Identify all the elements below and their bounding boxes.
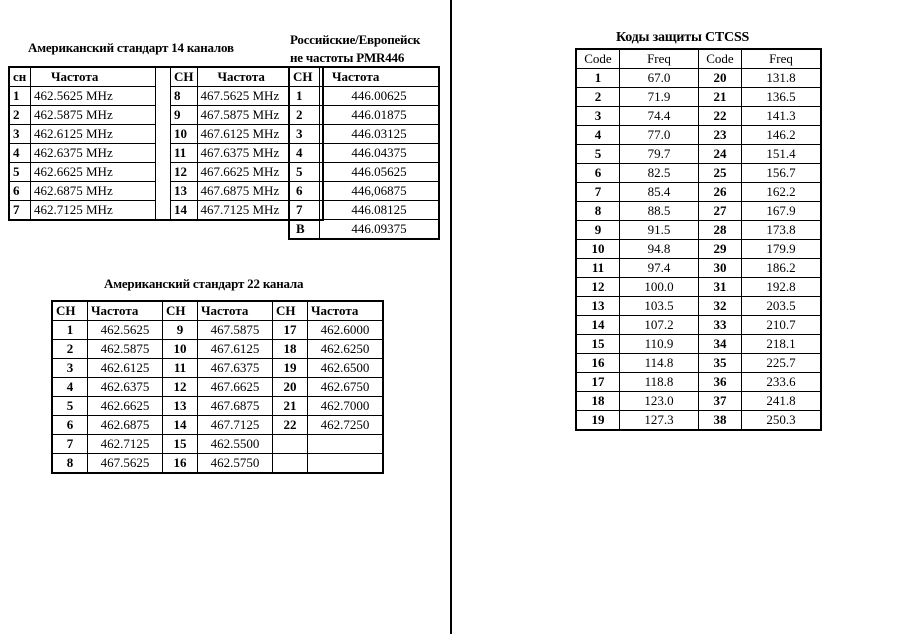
table-header-row (9, 67, 323, 87)
channel-cell: 5 (52, 397, 88, 416)
table-row (576, 69, 821, 88)
table-row (576, 183, 821, 202)
pmr-table (288, 66, 440, 240)
frequency-cell: 446,06875 (320, 182, 440, 201)
frequency-cell: 167.9 (742, 202, 822, 221)
code-cell: 31 (699, 278, 742, 297)
channel-cell: 12 (171, 163, 198, 182)
table-row (52, 321, 383, 340)
table-row (52, 435, 383, 454)
frequency-cell: 462.6125 (88, 359, 163, 378)
frequency-cell: 94.8 (620, 240, 699, 259)
frequency-cell: 118.8 (620, 373, 699, 392)
frequency-cell: 446.05625 (320, 163, 440, 182)
code-cell: 32 (699, 297, 742, 316)
frequency-cell: 446.09375 (320, 220, 440, 240)
channel-cell: 13 (163, 397, 198, 416)
frequency-cell: 136.5 (742, 88, 822, 107)
header-freq: Частота (88, 301, 163, 321)
frequency-cell: 77.0 (620, 126, 699, 145)
header-freq: Частота (198, 301, 273, 321)
frequency-cell: 192.8 (742, 278, 822, 297)
table-row (576, 145, 821, 164)
frequency-cell: 186.2 (742, 259, 822, 278)
channel-cell: 19 (273, 359, 308, 378)
frequency-cell: 467.7125 MHz (197, 201, 323, 221)
code-cell: 36 (699, 373, 742, 392)
channel-cell: 1 (9, 87, 31, 106)
frequency-cell: 462.6375 MHz (31, 144, 156, 163)
frequency-cell: 446.04375 (320, 144, 440, 163)
frequency-cell: 462.6875 MHz (31, 182, 156, 201)
frequency-cell: 467.6875 MHz (197, 182, 323, 201)
frequency-cell: 462.6375 (88, 378, 163, 397)
frequency-cell: 467.6375 (198, 359, 273, 378)
code-cell: 14 (576, 316, 620, 335)
code-cell: 29 (699, 240, 742, 259)
code-cell: 3 (576, 107, 620, 126)
us14-title: Американский стандарт 14 каналов (28, 40, 234, 55)
frequency-cell: 233.6 (742, 373, 822, 392)
channel-cell: 20 (273, 378, 308, 397)
frequency-cell: 97.4 (620, 259, 699, 278)
code-cell: 21 (699, 88, 742, 107)
channel-cell: 5 (9, 163, 31, 182)
code-cell: 12 (576, 278, 620, 297)
ctcss-title: Коды защиты CTCSS (616, 30, 750, 45)
frequency-cell: 467.6375 MHz (197, 144, 323, 163)
code-cell: 30 (699, 259, 742, 278)
channel-cell: 1 (52, 321, 88, 340)
channel-cell (273, 435, 308, 454)
channel-cell: 11 (171, 144, 198, 163)
channel-cell: 10 (171, 125, 198, 144)
frequency-cell: 156.7 (742, 164, 822, 183)
table-row (289, 144, 439, 163)
frequency-cell: 462.5500 (198, 435, 273, 454)
code-cell: 2 (576, 88, 620, 107)
code-cell: 27 (699, 202, 742, 221)
frequency-cell: 123.0 (620, 392, 699, 411)
channel-cell: 4 (52, 378, 88, 397)
channel-cell: 8 (52, 454, 88, 474)
header-freq: Частота (320, 67, 440, 87)
table-row (9, 201, 323, 221)
channel-cell: 3 (289, 125, 320, 144)
channel-cell: 10 (163, 340, 198, 359)
channel-cell: 21 (273, 397, 308, 416)
channel-cell: 18 (273, 340, 308, 359)
code-cell: 7 (576, 183, 620, 202)
code-cell: 13 (576, 297, 620, 316)
frequency-cell: 446.00625 (320, 87, 440, 106)
code-cell: 18 (576, 392, 620, 411)
channel-cell: 3 (52, 359, 88, 378)
channel-cell: 3 (9, 125, 31, 144)
header-freq: Частота (197, 67, 323, 87)
channel-cell: 12 (163, 378, 198, 397)
header-freq: Freq (742, 49, 822, 69)
channel-cell: 1 (289, 87, 320, 106)
channel-cell: 6 (289, 182, 320, 201)
frequency-cell: 467.6875 (198, 397, 273, 416)
frequency-cell: 462.6125 MHz (31, 125, 156, 144)
frequency-cell: 462.6000 (308, 321, 384, 340)
channel-cell: В (289, 220, 320, 240)
table-header-row (52, 301, 383, 321)
channel-cell: 9 (163, 321, 198, 340)
frequency-cell: 462.7250 (308, 416, 384, 435)
pmr-title-line1: Российские/Европейск (290, 32, 421, 47)
table-row (9, 182, 323, 201)
code-cell: 37 (699, 392, 742, 411)
frequency-cell: 462.5875 MHz (31, 106, 156, 125)
table-row (289, 201, 439, 220)
us22-table (51, 300, 384, 474)
code-cell: 24 (699, 145, 742, 164)
gap-cell (156, 125, 171, 144)
frequency-cell: 250.3 (742, 411, 822, 431)
code-cell: 28 (699, 221, 742, 240)
header-freq: Freq (620, 49, 699, 69)
channel-cell: 17 (273, 321, 308, 340)
channel-cell: 8 (171, 87, 198, 106)
channel-cell: 2 (52, 340, 88, 359)
gap-cell (156, 87, 171, 106)
table-row (576, 107, 821, 126)
table-row (289, 163, 439, 182)
frequency-cell: 146.2 (742, 126, 822, 145)
table-row (576, 240, 821, 259)
table-row (576, 392, 821, 411)
channel-cell: 6 (52, 416, 88, 435)
channel-cell: 13 (171, 182, 198, 201)
frequency-cell: 462.6625 (88, 397, 163, 416)
frequency-cell: 91.5 (620, 221, 699, 240)
table-header-row (289, 67, 439, 87)
frequency-cell: 88.5 (620, 202, 699, 221)
table-row (9, 87, 323, 106)
frequency-cell: 162.2 (742, 183, 822, 202)
code-cell: 22 (699, 107, 742, 126)
frequency-cell: 467.6125 (198, 340, 273, 359)
code-cell: 38 (699, 411, 742, 431)
table-row (9, 106, 323, 125)
table-row (576, 373, 821, 392)
frequency-cell: 141.3 (742, 107, 822, 126)
code-cell: 8 (576, 202, 620, 221)
frequency-cell: 446.08125 (320, 201, 440, 220)
table-row (576, 278, 821, 297)
table-row (289, 182, 439, 201)
table-row (289, 125, 439, 144)
frequency-cell: 462.6875 (88, 416, 163, 435)
table-row (52, 397, 383, 416)
gap-cell (156, 163, 171, 182)
code-cell: 34 (699, 335, 742, 354)
frequency-cell: 67.0 (620, 69, 699, 88)
channel-cell: 5 (289, 163, 320, 182)
channel-cell: 2 (9, 106, 31, 125)
code-cell: 15 (576, 335, 620, 354)
header-ch: СН (171, 67, 198, 87)
frequency-cell: 462.6500 (308, 359, 384, 378)
gap-cell (156, 144, 171, 163)
frequency-cell: 173.8 (742, 221, 822, 240)
table-row (576, 297, 821, 316)
code-cell: 26 (699, 183, 742, 202)
frequency-cell: 100.0 (620, 278, 699, 297)
table-row (576, 88, 821, 107)
gap-cell (156, 182, 171, 201)
channel-cell: 7 (289, 201, 320, 220)
table-row (52, 416, 383, 435)
channel-cell (273, 454, 308, 474)
channel-cell: 14 (171, 201, 198, 221)
frequency-cell: 462.7125 MHz (31, 201, 156, 221)
code-cell: 6 (576, 164, 620, 183)
frequency-cell: 241.8 (742, 392, 822, 411)
header-ch: СН (273, 301, 308, 321)
frequency-cell: 467.5625 (88, 454, 163, 474)
frequency-cell: 467.6625 MHz (197, 163, 323, 182)
table-row (576, 164, 821, 183)
frequency-cell: 210.7 (742, 316, 822, 335)
table-header-row (576, 49, 821, 69)
channel-cell: 7 (52, 435, 88, 454)
header-freq: Частота (308, 301, 384, 321)
frequency-cell: 225.7 (742, 354, 822, 373)
frequency-cell: 151.4 (742, 145, 822, 164)
header-ch: сн (9, 67, 31, 87)
table-row (9, 125, 323, 144)
code-cell: 25 (699, 164, 742, 183)
code-cell: 9 (576, 221, 620, 240)
table-row (576, 221, 821, 240)
code-cell: 11 (576, 259, 620, 278)
channel-cell: 16 (163, 454, 198, 474)
table-row (52, 340, 383, 359)
header-ch: СН (163, 301, 198, 321)
channel-cell: 9 (171, 106, 198, 125)
frequency-cell: 462.6750 (308, 378, 384, 397)
table-row (576, 411, 821, 431)
code-cell: 33 (699, 316, 742, 335)
frequency-cell: 203.5 (742, 297, 822, 316)
frequency-cell: 446.03125 (320, 125, 440, 144)
frequency-cell (308, 435, 384, 454)
table-row (576, 354, 821, 373)
header-code: Code (576, 49, 620, 69)
table-row (9, 144, 323, 163)
pmr-title-line2: не частоты PMR446 (290, 50, 405, 65)
code-cell: 23 (699, 126, 742, 145)
frequency-cell: 82.5 (620, 164, 699, 183)
code-cell: 5 (576, 145, 620, 164)
header-ch: СН (289, 67, 320, 87)
channel-cell: 6 (9, 182, 31, 201)
frequency-cell: 127.3 (620, 411, 699, 431)
channel-cell: 4 (9, 144, 31, 163)
gap-cell (156, 106, 171, 125)
code-cell: 16 (576, 354, 620, 373)
table-row (289, 87, 439, 106)
header-freq: Частота (31, 67, 156, 87)
us22-title: Американский стандарт 22 канала (104, 276, 304, 291)
table-row (576, 259, 821, 278)
frequency-cell: 462.5625 (88, 321, 163, 340)
code-cell: 4 (576, 126, 620, 145)
frequency-cell: 79.7 (620, 145, 699, 164)
frequency-cell: 446.01875 (320, 106, 440, 125)
channel-cell: 15 (163, 435, 198, 454)
header-ch: СН (52, 301, 88, 321)
frequency-cell: 179.9 (742, 240, 822, 259)
channel-cell: 7 (9, 201, 31, 221)
frequency-cell: 74.4 (620, 107, 699, 126)
header-code: Code (699, 49, 742, 69)
code-cell: 1 (576, 69, 620, 88)
table-row (576, 126, 821, 145)
frequency-cell: 114.8 (620, 354, 699, 373)
frequency-cell: 462.7000 (308, 397, 384, 416)
table-row (9, 163, 323, 182)
frequency-cell: 467.7125 (198, 416, 273, 435)
code-cell: 20 (699, 69, 742, 88)
frequency-cell: 103.5 (620, 297, 699, 316)
code-cell: 17 (576, 373, 620, 392)
frequency-cell: 85.4 (620, 183, 699, 202)
table-row (576, 316, 821, 335)
frequency-cell: 462.6625 MHz (31, 163, 156, 182)
channel-cell: 22 (273, 416, 308, 435)
code-cell: 19 (576, 411, 620, 431)
frequency-cell: 467.5875 (198, 321, 273, 340)
frequency-cell: 467.6625 (198, 378, 273, 397)
table-row (289, 220, 439, 240)
frequency-cell: 462.5750 (198, 454, 273, 474)
code-cell: 10 (576, 240, 620, 259)
frequency-cell: 462.5625 MHz (31, 87, 156, 106)
table-row (576, 335, 821, 354)
frequency-cell: 467.5625 MHz (197, 87, 323, 106)
frequency-cell: 467.5875 MHz (197, 106, 323, 125)
table-row (52, 378, 383, 397)
frequency-cell: 462.7125 (88, 435, 163, 454)
channel-cell: 4 (289, 144, 320, 163)
frequency-cell (308, 454, 384, 474)
table-row (289, 106, 439, 125)
table-row (52, 454, 383, 474)
channel-cell: 14 (163, 416, 198, 435)
page-divider (450, 0, 452, 634)
frequency-cell: 218.1 (742, 335, 822, 354)
frequency-cell: 462.6250 (308, 340, 384, 359)
frequency-cell: 467.6125 MHz (197, 125, 323, 144)
table-row (576, 202, 821, 221)
ctcss-table (575, 48, 822, 431)
code-cell: 35 (699, 354, 742, 373)
channel-cell: 11 (163, 359, 198, 378)
frequency-cell: 462.5875 (88, 340, 163, 359)
frequency-cell: 131.8 (742, 69, 822, 88)
gap-cell (156, 201, 171, 221)
channel-cell: 2 (289, 106, 320, 125)
frequency-cell: 71.9 (620, 88, 699, 107)
table-row (52, 359, 383, 378)
us14-table (8, 66, 324, 221)
frequency-cell: 110.9 (620, 335, 699, 354)
frequency-cell: 107.2 (620, 316, 699, 335)
